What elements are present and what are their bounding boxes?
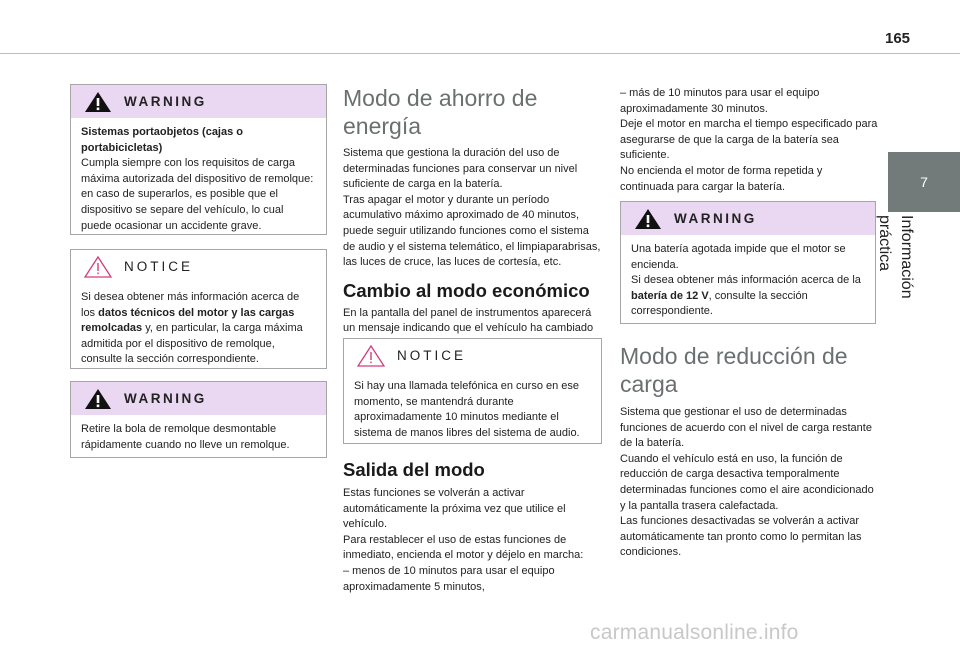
notice-bold: datos técnicos del motor y las cargas remolcadas [81, 306, 295, 335]
subheading: Cambio al modo económico [343, 279, 590, 301]
page-number: 165 [885, 30, 911, 47]
warning-bold-title: Sistemas portaobjetos (cajas o portabicicletas) [81, 126, 243, 154]
section-heading: Modo de reducción de carga [620, 343, 848, 397]
warning-box [70, 381, 327, 458]
notice-icon [84, 255, 112, 279]
chapter-tab[interactable]: 7 [888, 152, 960, 212]
warning-text: Una batería agotada impide que el motor se encienda. [631, 243, 846, 271]
paragraph: Estas funciones se volverán a activar automáticamente la próxima vez que utilice el vehículo. [343, 487, 566, 531]
notice-text-a: Si desea obtener más información acerca de los [81, 291, 300, 319]
warning-title: WARNING [124, 391, 207, 406]
paragraph: Las funciones desactivadas se volverán a activar automáticamente tan pronto como lo permitan las condiciones. [620, 515, 862, 559]
paragraph: Deje el motor en marcha el tiempo especificado para asegurarse de que la carga de la batería sea suficiente. [620, 118, 878, 162]
warning-text-b: , consulte la sección correspondiente. [631, 289, 808, 318]
paragraph: Sistema que gestionar el uso de determinadas funciones de acuerdo con el nivel de carga restante de la batería. [620, 406, 872, 450]
top-rule [0, 53, 960, 54]
warning-text: Cumpla siempre con los requisitos de carga máxima autorizada del dispositivo de remolque: en caso de superarlos, es posible que el dispositivo se separe del vehículo, lo cual puede ocasionar un accidente grave. [81, 157, 314, 232]
chapter-label: Información práctica [876, 215, 915, 299]
paragraph: En la pantalla del panel de instrumentos aparecerá un mensaje indicando que el vehículo ha cambiado [343, 306, 594, 335]
paragraph: Cuando el vehículo está en uso, la función de reducción de carga desactiva temporalmente determinadas funciones como el aire acondicionado y la pantalla trasera calefactada. [620, 452, 874, 512]
warning-icon [84, 387, 112, 411]
warning-title: WARNING [124, 94, 207, 109]
warning-bold: batería de 12 V [631, 289, 709, 302]
notice-icon [357, 344, 385, 368]
warning-header [71, 85, 326, 118]
warning-title: WARNING [674, 211, 757, 226]
paragraph: Para restablecer el uso de estas funciones de inmediato, encienda el motor y déjelo en marcha: [343, 533, 584, 562]
warning-box [70, 84, 327, 235]
section-heading: Modo de ahorro de energía [343, 85, 538, 139]
paragraph: Sistema que gestiona la duración del uso de determinadas funciones para conservar un nivel suficiente de carga en la batería. [343, 147, 578, 191]
notice-title: NOTICE [124, 259, 194, 274]
notice-box [343, 338, 602, 444]
notice-title: NOTICE [397, 348, 467, 363]
warning-icon [634, 207, 662, 231]
notice-box [70, 249, 327, 369]
notice-text: Si hay una llamada telefónica en curso en ese momento, se mantendrá durante aproximadamente 10 minutos mediante el sistema de manos libres del sistema de audio. [354, 380, 580, 439]
subheading: Salida del modo [343, 459, 485, 480]
list-item: – más de 10 minutos para usar el equipo aproximadamente 30 minutos. [620, 87, 820, 115]
warning-box [620, 201, 876, 324]
list-item: – menos de 10 minutos para usar el equipo aproximadamente 5 minutos, [343, 564, 555, 593]
paragraph: Tras apagar el motor y durante un período acumulativo máximo aproximado de 40 minutos, puede seguir utilizando funciones como el sistema de audio y el sistema telemático, el limpiaparabrisas, las luces de cruce, las luces de cortesía, etc. [343, 193, 601, 269]
warning-header [71, 382, 326, 415]
warning-text [631, 273, 865, 320]
warning-header [621, 202, 875, 235]
paragraph: No encienda el motor de forma repetida y continuada para cargar la batería. [620, 164, 823, 193]
warning-text: Retire la bola de remolque desmontable rápidamente cuando no lleve un remolque. [81, 423, 290, 451]
notice-header [71, 250, 326, 283]
watermark: carmanualsonline.info [590, 621, 799, 644]
warning-icon [84, 90, 112, 114]
notice-text-b: y, en particular, la carga máxima admitida por el dispositivo de remolque, consulte la sección correspondiente. [81, 322, 303, 366]
notice-header [344, 339, 601, 372]
warning-text-a: Si desea obtener más información acerca de la [631, 274, 861, 287]
